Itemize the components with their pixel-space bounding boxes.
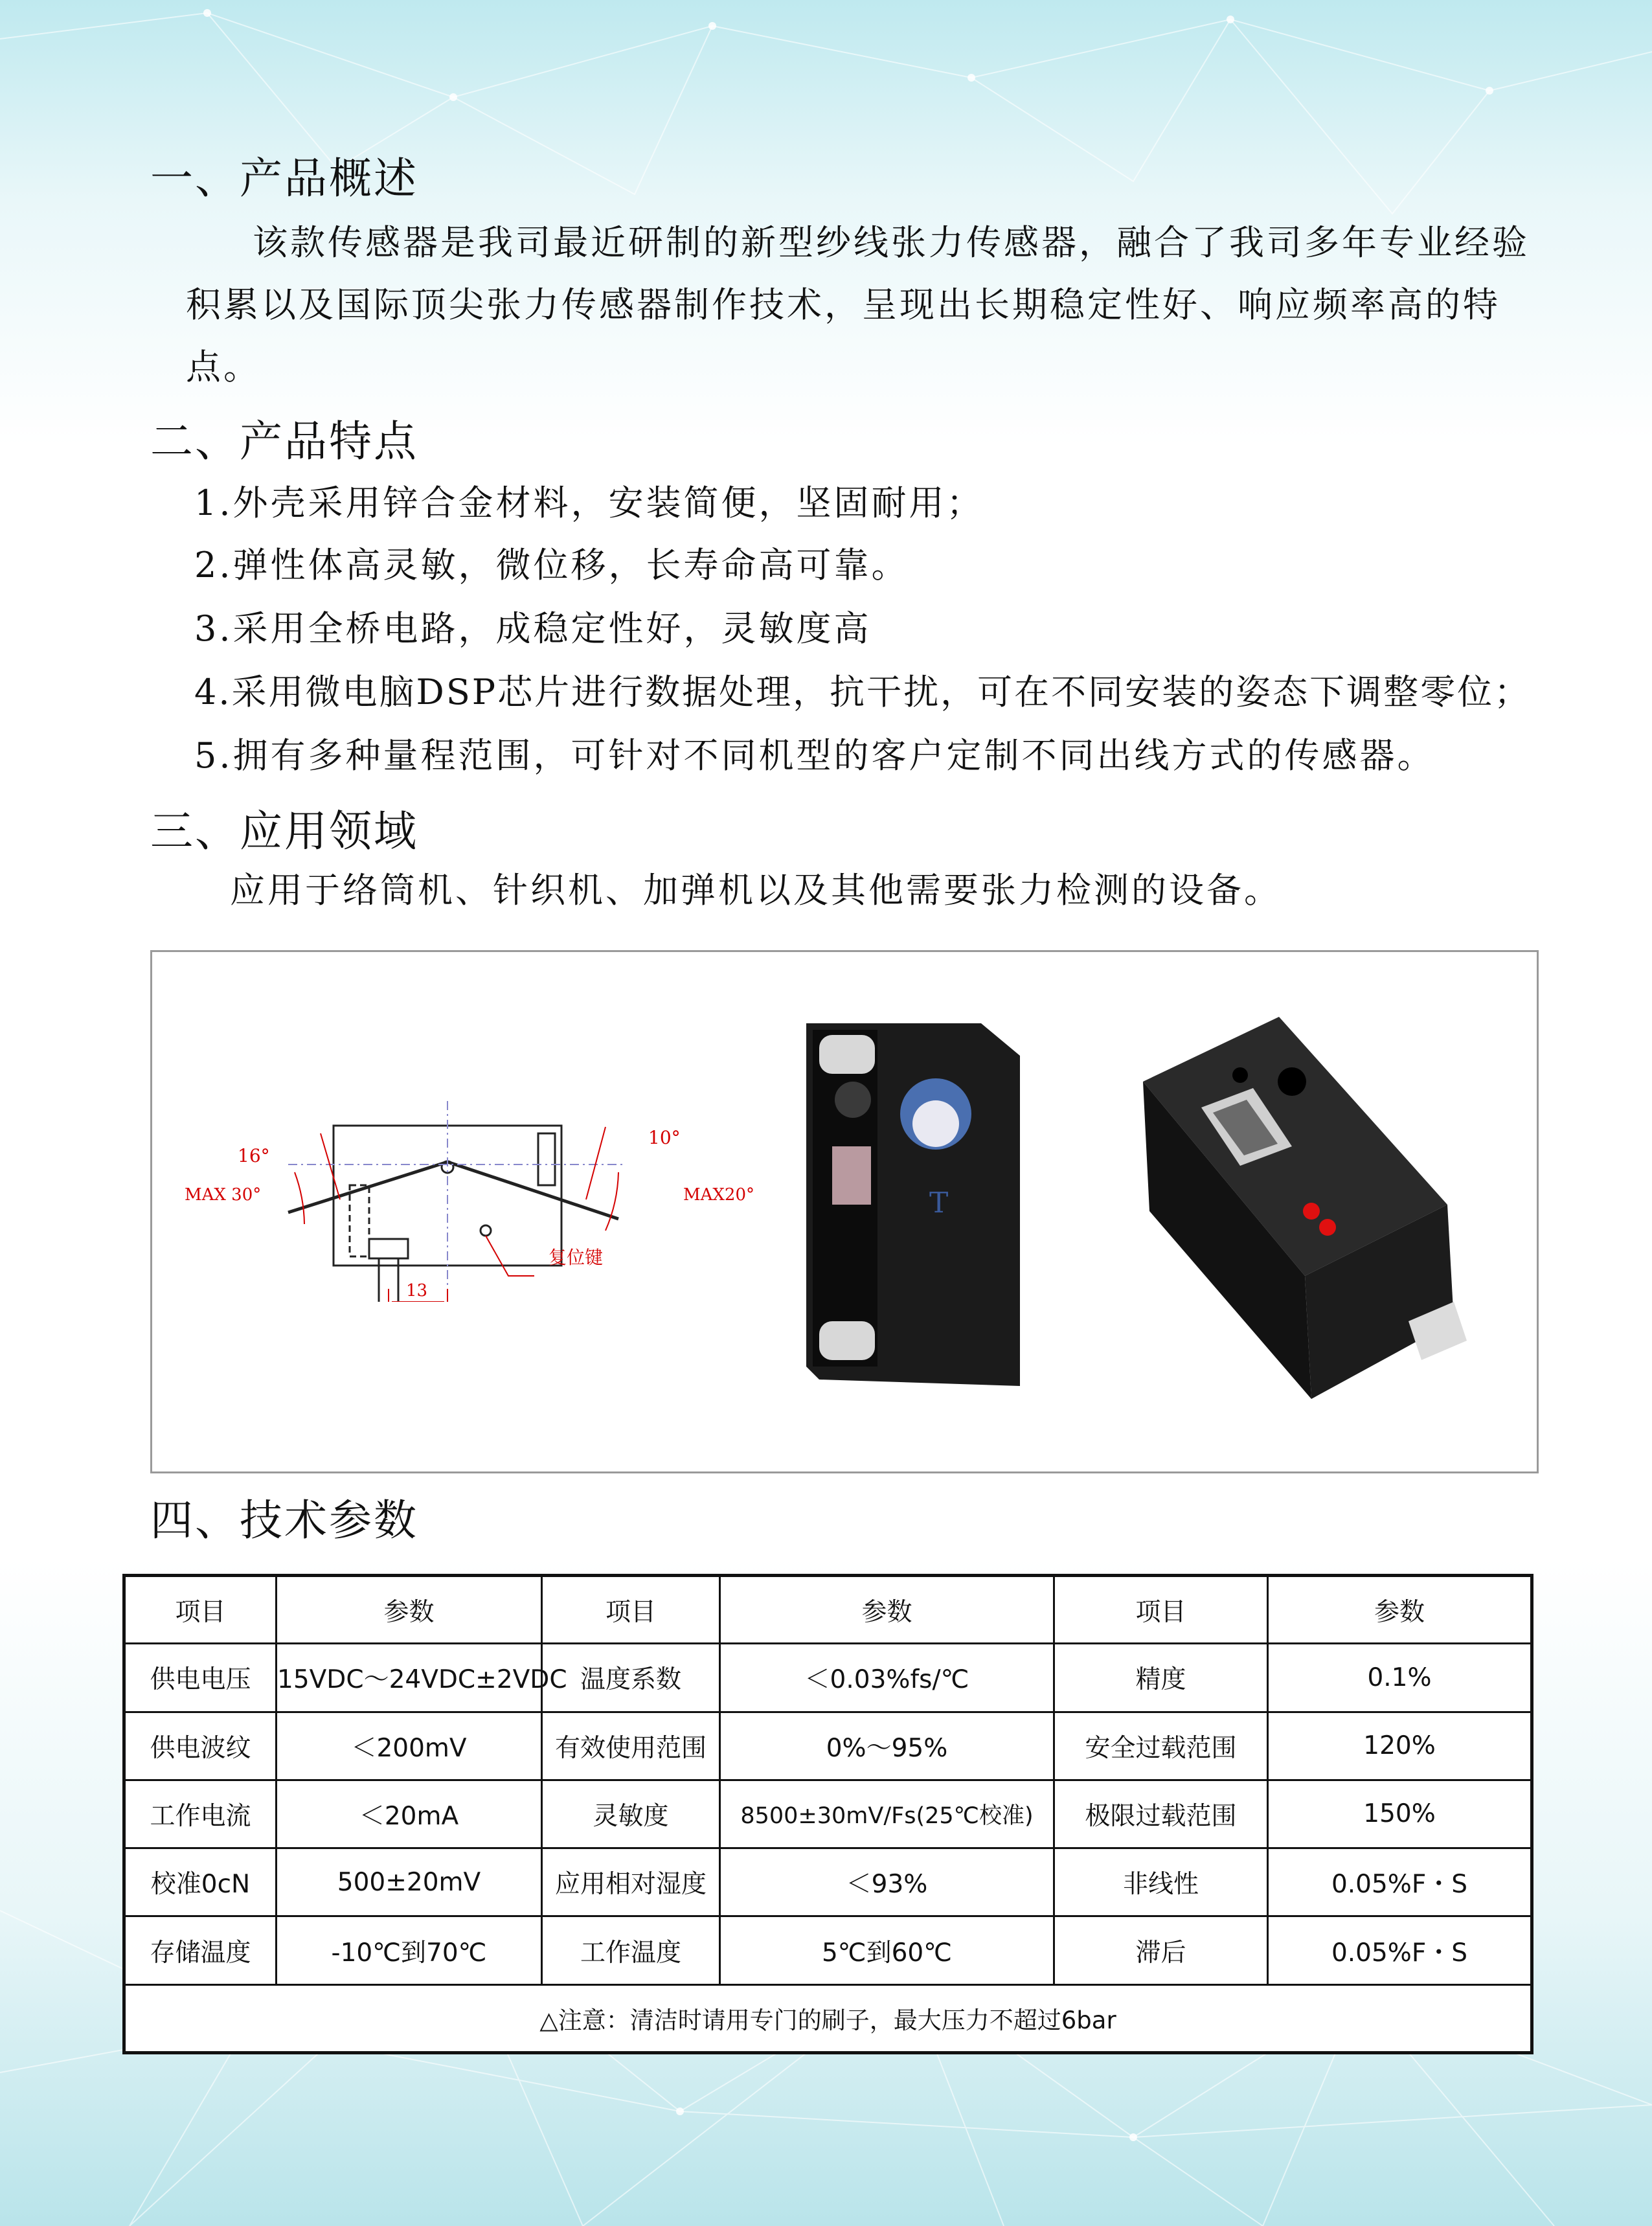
table-note-row (124, 1984, 1532, 2052)
table-cell: 精度 (1054, 1644, 1268, 1712)
table-cell: 工作温度 (542, 1916, 720, 1984)
header-cell: 项目 (1054, 1576, 1268, 1644)
table-row (124, 1848, 1532, 1916)
sensor-angled-photo (1143, 1017, 1493, 1405)
table-cell: 0.05%F・S (1268, 1916, 1532, 1984)
header-cell: 参数 (277, 1576, 542, 1644)
sensor-front-photo (793, 1017, 1020, 1392)
table-cell: 120% (1268, 1712, 1532, 1780)
table-cell: 供电波纹 (124, 1712, 277, 1780)
cleaning-note: △注意：清洁时请用专门的刷子，最大压力不超过6bar (124, 1984, 1532, 2052)
table-cell: 灵敏度 (542, 1780, 720, 1848)
table-cell: ＜200mV (277, 1712, 542, 1780)
header-cell: 参数 (1268, 1576, 1532, 1644)
overview-paragraph-line-3: 点。 (186, 346, 261, 387)
table-cell: ＜93% (720, 1848, 1054, 1916)
table-cell: ＜20mA (277, 1780, 542, 1848)
table-cell: 非线性 (1054, 1848, 1268, 1916)
table-cell: 0.1% (1268, 1644, 1532, 1712)
angle-label-left-max: MAX 30° (185, 1185, 262, 1205)
table-cell: 500±20mV (277, 1848, 542, 1916)
overview-paragraph-line-2: 积累以及国际顶尖张力传感器制作技术，呈现出长期稳定性好、响应频率高的特 (186, 284, 1500, 325)
table-cell: ＜0.03%fs/℃ (720, 1644, 1054, 1712)
header-cell: 项目 (542, 1576, 720, 1644)
table-cell: 0%～95% (720, 1712, 1054, 1780)
specs-heading: 四、技术参数 (150, 1495, 418, 1545)
table-cell: 0.05%F・S (1268, 1848, 1532, 1916)
feature-item-3: 3.采用全桥电路，成稳定性好，灵敏度高 (194, 608, 872, 649)
sensor-model-letter: T (929, 1187, 949, 1220)
table-row (124, 1644, 1532, 1712)
overview-heading: 一、产品概述 (150, 153, 418, 203)
header-cell: 项目 (124, 1576, 277, 1644)
table-cell: 15VDC～24VDC±2VDC (277, 1644, 542, 1712)
applications-text: 应用于络筒机、针织机、加弹机以及其他需要张力检测的设备。 (230, 870, 1282, 911)
table-cell: 工作电流 (124, 1780, 277, 1848)
angle-label-left-top: 16° (238, 1145, 270, 1166)
table-row (124, 1780, 1532, 1848)
angle-label-right-top: 10° (648, 1127, 681, 1148)
spec-table-header-row (124, 1576, 1532, 1644)
dimension-label: 13 (406, 1281, 428, 1300)
table-cell: 存储温度 (124, 1916, 277, 1984)
table-cell: 温度系数 (542, 1644, 720, 1712)
table-cell: 5℃到60℃ (720, 1916, 1054, 1984)
overview-paragraph-line-1: 该款传感器是我司最近研制的新型纱线张力传感器，融合了我司多年专业经验 (253, 222, 1530, 263)
table-row (124, 1916, 1532, 1984)
table-cell: 150% (1268, 1780, 1532, 1848)
feature-item-5: 5.拥有多种量程范围，可针对不同机型的客户定制不同出线方式的传感器。 (194, 735, 1435, 776)
table-cell: 8500±30mV/Fs(25℃校准) (720, 1780, 1054, 1848)
angle-label-right-max: MAX20° (683, 1185, 754, 1205)
table-row (124, 1712, 1532, 1780)
table-cell: 应用相对湿度 (542, 1848, 720, 1916)
features-heading: 二、产品特点 (150, 416, 418, 466)
reset-key-label: 复位键 (549, 1247, 604, 1268)
table-cell: 安全过载范围 (1054, 1712, 1268, 1780)
feature-item-4: 4.采用微电脑DSP芯片进行数据处理，抗干扰，可在不同安装的姿态下调整零位； (194, 672, 1532, 712)
header-cell: 参数 (720, 1576, 1054, 1644)
table-cell: 滞后 (1054, 1916, 1268, 1984)
table-cell: 供电电压 (124, 1644, 277, 1712)
table-cell: -10℃到70℃ (277, 1916, 542, 1984)
spec-table (122, 1574, 1533, 2054)
table-cell: 有效使用范围 (542, 1712, 720, 1780)
table-cell: 极限过载范围 (1054, 1780, 1268, 1848)
product-figure-panel (150, 950, 1539, 1473)
table-cell: 校准0cN (124, 1848, 277, 1916)
feature-item-1: 1.外壳采用锌合金材料，安装简便，坚固耐用； (194, 483, 984, 523)
applications-heading: 三、应用领域 (150, 806, 418, 856)
feature-item-2: 2.弹性体高灵敏，微位移，长寿命高可靠。 (194, 545, 909, 585)
